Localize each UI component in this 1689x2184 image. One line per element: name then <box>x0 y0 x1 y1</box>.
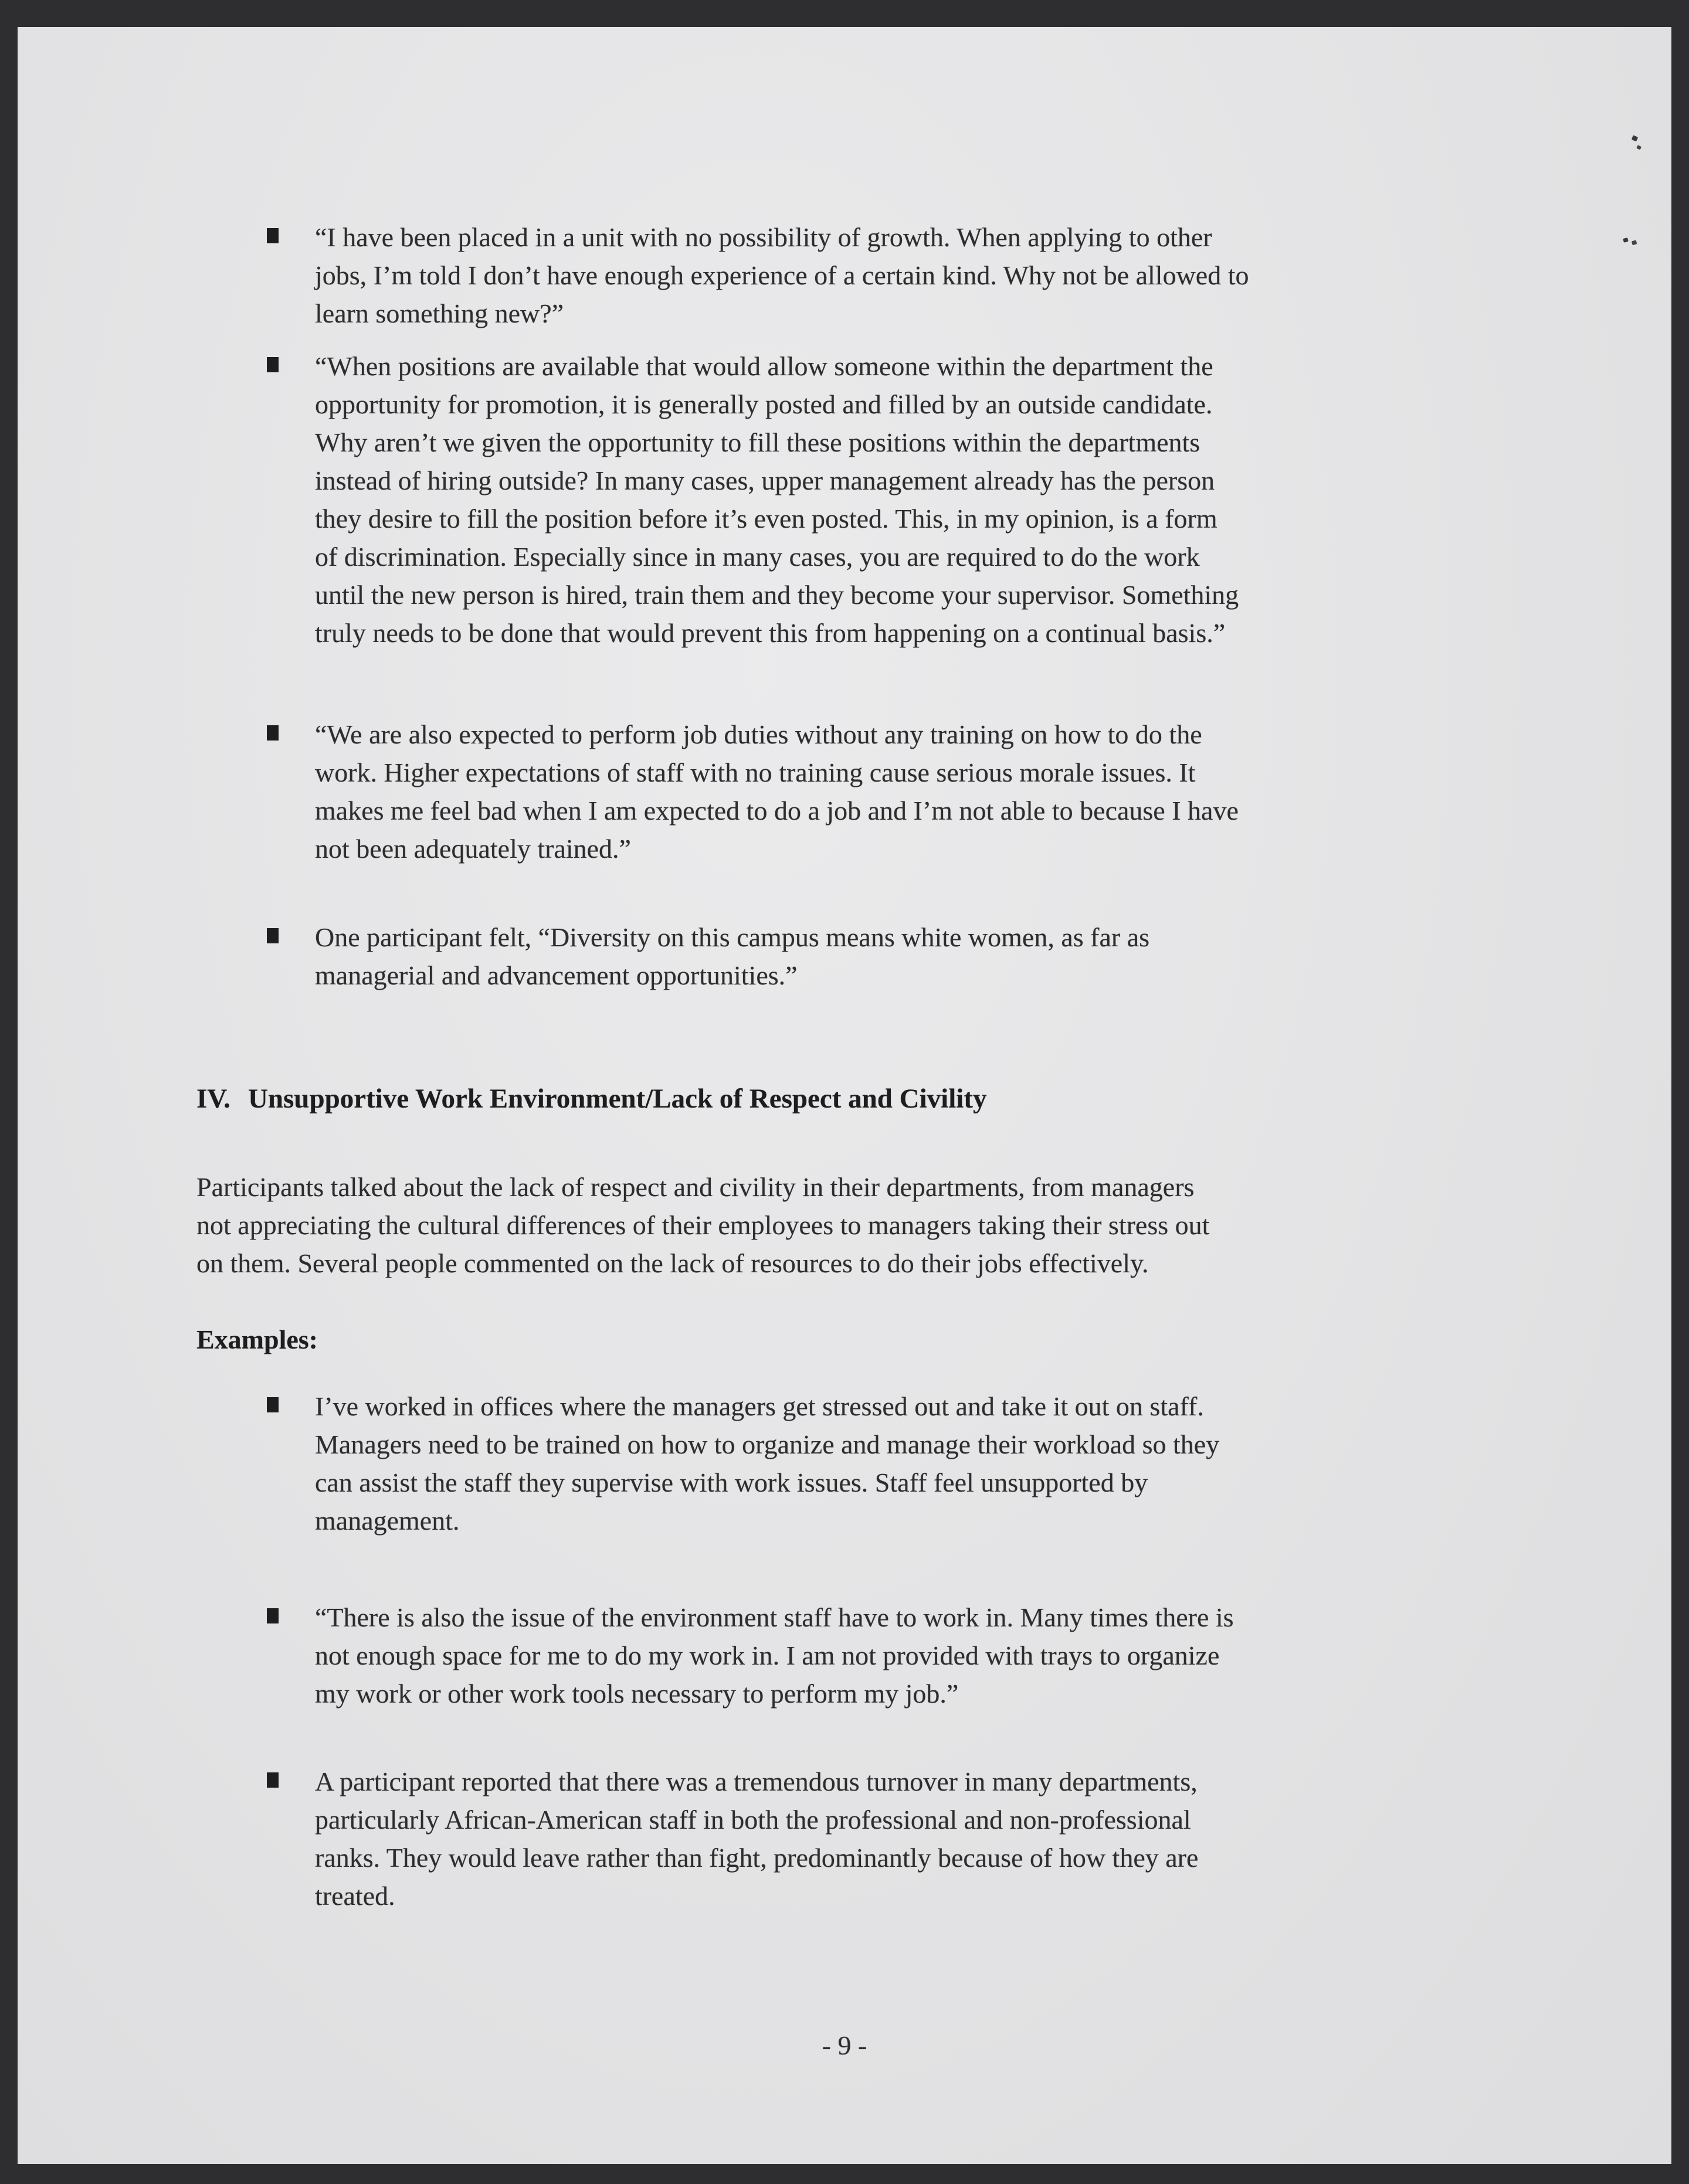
square-bullet-icon <box>267 1772 279 1788</box>
square-bullet-icon <box>267 1397 279 1412</box>
square-bullet-icon <box>267 228 279 243</box>
quote-bullet-2 <box>267 347 1239 652</box>
section-title: Unsupportive Work Environment/Lack of Respect and Civility <box>247 1083 987 1114</box>
quote-bullet-text: “When positions are available that would allow someone within the department the opportunity for promotion, it is generally posted and filled by an outside candidate. Why aren’t we given the opportunity to fill these positions within the departments instead of hiring outside? In many cases, upper management already has the person they desire to fill the position before it’s even posted. This, in my opinion, is a form of discrimination. Especially since in many cases, you are required to do the work until the new person is hired, train them and they become your supervisor. Something truly needs to be done that would prevent this from happening on a continual basis.” <box>315 351 1239 648</box>
examples-label-text: Examples: <box>196 1324 318 1354</box>
quote-bullet-4 <box>267 918 1149 994</box>
quote-bullet-text: One participant felt, “Diversity on this campus means white women, as far as managerial and advancement opportunities.” <box>315 922 1150 990</box>
page-number-text: - 9 - <box>822 2030 867 2060</box>
scan-speck <box>1623 237 1629 243</box>
quote-bullet-text: “I have been placed in a unit with no possibility of growth. When applying to other jobs, I’m told I don’t have enough experience of a certain kind. Why not be allowed to learn something new?” <box>315 222 1249 328</box>
section-heading <box>196 1080 986 1118</box>
square-bullet-icon <box>267 1608 279 1623</box>
square-bullet-icon <box>267 357 279 372</box>
example-bullet-text: “There is also the issue of the environment staff have to work in. Many times there is not enough space for me to do my work in. I am not provided with trays to organize my work or other work tools necessary to perform my job.” <box>315 1602 1234 1709</box>
square-bullet-icon <box>267 725 279 741</box>
quote-bullet-text: “We are also expected to perform job duties without any training on how to do the work. Higher expectations of staff with no training cause serious morale issues. It makes me feel bad when I am expected to do a job and I’m not able to because I have not been adequately trained.” <box>315 719 1239 864</box>
example-bullet-2 <box>267 1598 1234 1713</box>
example-bullet-1 <box>267 1387 1219 1540</box>
quote-bullet-1 <box>267 218 1249 332</box>
example-bullet-text: I’ve worked in offices where the managers get stressed out and take it out on staff. Managers need to be trained on how to organize and manage their workload so they can assist the staff they supervise with work issues. Staff feel unsupported by management. <box>315 1391 1220 1536</box>
scanned-page <box>18 27 1671 2164</box>
examples-label <box>196 1320 318 1358</box>
section-numeral: IV. <box>196 1083 230 1114</box>
square-bullet-icon <box>267 928 279 943</box>
scan-speck <box>1632 135 1639 141</box>
quote-bullet-3 <box>267 715 1239 868</box>
example-bullet-text: A participant reported that there was a tremendous turnover in many departments, particularly African-American staff in both the professional and non-professional ranks. They would leave rather than fight, predominantly because of how they are treated. <box>315 1767 1199 1911</box>
page-number <box>18 2026 1671 2064</box>
intro-paragraph: Participants talked about the lack of respect and civility in their departments, from managers not appreciating the cultural differences of their employees to managers taking their stress out on them. Several people commented on the lack of resources to do their jobs effectively. <box>196 1172 1210 1278</box>
example-bullet-3 <box>267 1762 1198 1915</box>
